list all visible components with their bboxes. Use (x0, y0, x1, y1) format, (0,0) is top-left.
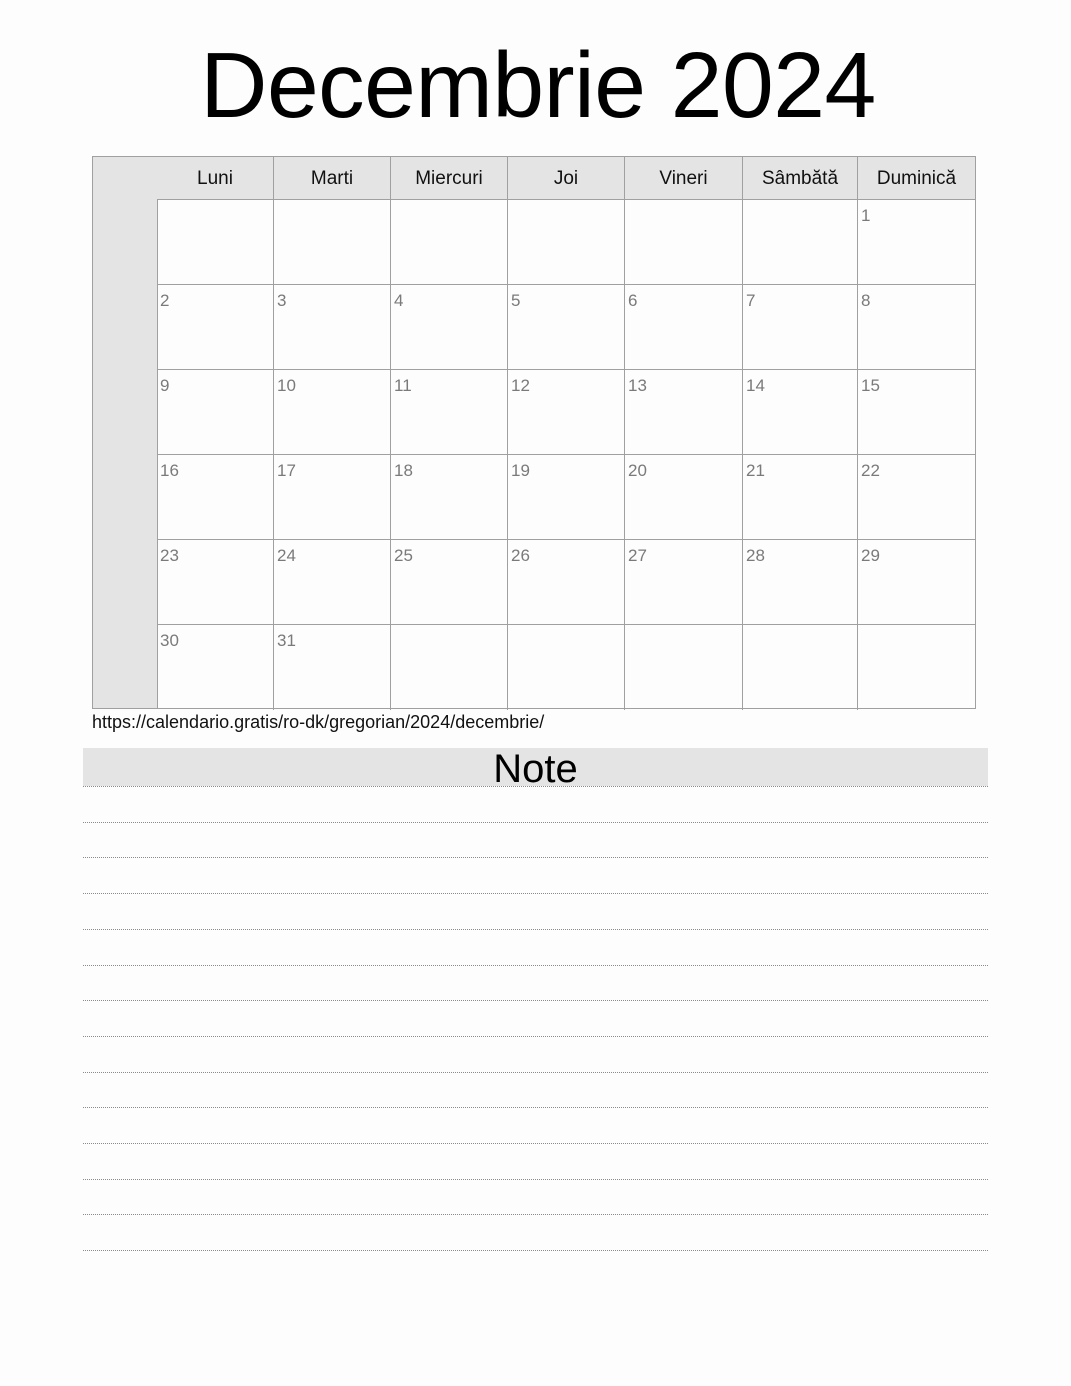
day-number: 27 (628, 546, 647, 565)
day-cell[interactable] (743, 370, 858, 455)
day-number: 2 (160, 291, 170, 310)
source-url: https://calendario.gratis/ro-dk/gregorian/2024/decembrie/ (92, 712, 545, 732)
day-cell[interactable] (157, 625, 274, 710)
day-number: 14 (746, 376, 765, 395)
day-cell[interactable] (274, 370, 391, 455)
day-number: 12 (511, 376, 530, 395)
day-number: 18 (394, 461, 413, 480)
day-number: 23 (160, 546, 179, 565)
day-cell[interactable] (508, 625, 625, 710)
day-number: 21 (746, 461, 765, 480)
day-cell[interactable] (625, 625, 743, 710)
day-cell[interactable] (157, 200, 274, 285)
day-cell[interactable] (157, 285, 274, 370)
day-number: 7 (746, 291, 756, 310)
week-sidebar (93, 157, 158, 708)
day-number: 31 (277, 631, 296, 650)
day-cell[interactable] (625, 540, 743, 625)
day-number: 26 (511, 546, 530, 565)
calendar-grid (92, 156, 976, 709)
day-number: 28 (746, 546, 765, 565)
weekday-header: Vineri (625, 157, 743, 200)
day-number: 16 (160, 461, 179, 480)
day-cell[interactable] (625, 285, 743, 370)
day-number: 8 (861, 291, 871, 310)
weekday-header: Luni (157, 157, 274, 200)
day-cell[interactable] (743, 455, 858, 540)
day-cell[interactable] (274, 455, 391, 540)
day-number: 17 (277, 461, 296, 480)
note-line[interactable] (83, 1107, 988, 1108)
note-line[interactable] (83, 965, 988, 966)
note-line[interactable] (83, 1143, 988, 1144)
day-cell[interactable] (858, 455, 976, 540)
day-cell[interactable] (391, 540, 508, 625)
note-line[interactable] (83, 1000, 988, 1001)
note-line[interactable] (83, 857, 988, 858)
day-number: 25 (394, 546, 413, 565)
day-cell[interactable] (391, 200, 508, 285)
day-cell[interactable] (625, 370, 743, 455)
day-cell[interactable] (391, 455, 508, 540)
weekday-header: Duminică (858, 157, 976, 200)
weekday-header: Joi (508, 157, 625, 200)
day-number: 22 (861, 461, 880, 480)
day-cell[interactable] (157, 540, 274, 625)
day-number: 5 (511, 291, 521, 310)
note-line[interactable] (83, 822, 988, 823)
day-cell[interactable] (743, 285, 858, 370)
note-line[interactable] (83, 929, 988, 930)
day-number: 15 (861, 376, 880, 395)
day-number: 6 (628, 291, 638, 310)
day-number: 13 (628, 376, 647, 395)
weekday-header: Sâmbătă (743, 157, 858, 200)
day-cell[interactable] (858, 625, 976, 710)
day-cell[interactable] (274, 540, 391, 625)
weekday-header: Marti (274, 157, 391, 200)
day-cell[interactable] (858, 540, 976, 625)
note-line[interactable] (83, 1072, 988, 1073)
note-line[interactable] (83, 1179, 988, 1180)
notes-header: Note (83, 748, 988, 786)
day-cell[interactable] (508, 540, 625, 625)
day-number: 10 (277, 376, 296, 395)
day-cell[interactable] (508, 370, 625, 455)
day-number: 4 (394, 291, 404, 310)
day-cell[interactable] (274, 625, 391, 710)
day-cell[interactable] (274, 200, 391, 285)
day-cell[interactable] (508, 285, 625, 370)
day-number: 3 (277, 291, 287, 310)
day-number: 20 (628, 461, 647, 480)
day-number: 24 (277, 546, 296, 565)
day-cell[interactable] (858, 285, 976, 370)
note-line[interactable] (83, 893, 988, 894)
day-cell[interactable] (157, 370, 274, 455)
weekday-header: Miercuri (391, 157, 508, 200)
day-number: 19 (511, 461, 530, 480)
day-number: 29 (861, 546, 880, 565)
day-cell[interactable] (391, 625, 508, 710)
day-number: 1 (861, 206, 871, 225)
day-cell[interactable] (274, 285, 391, 370)
day-cell[interactable] (743, 625, 858, 710)
day-cell[interactable] (157, 455, 274, 540)
day-cell[interactable] (508, 455, 625, 540)
day-cell[interactable] (858, 200, 976, 285)
day-cell[interactable] (508, 200, 625, 285)
day-cell[interactable] (391, 370, 508, 455)
day-number: 30 (160, 631, 179, 650)
day-cell[interactable] (858, 370, 976, 455)
note-line[interactable] (83, 786, 988, 787)
day-cell[interactable] (391, 285, 508, 370)
day-cell[interactable] (625, 200, 743, 285)
day-number: 9 (160, 376, 170, 395)
day-cell[interactable] (625, 455, 743, 540)
note-line[interactable] (83, 1036, 988, 1037)
day-number: 11 (394, 376, 412, 395)
note-line[interactable] (83, 1214, 988, 1215)
day-cell[interactable] (743, 200, 858, 285)
page-title: Decembrie 2024 (200, 33, 876, 137)
note-line[interactable] (83, 1250, 988, 1251)
day-cell[interactable] (743, 540, 858, 625)
